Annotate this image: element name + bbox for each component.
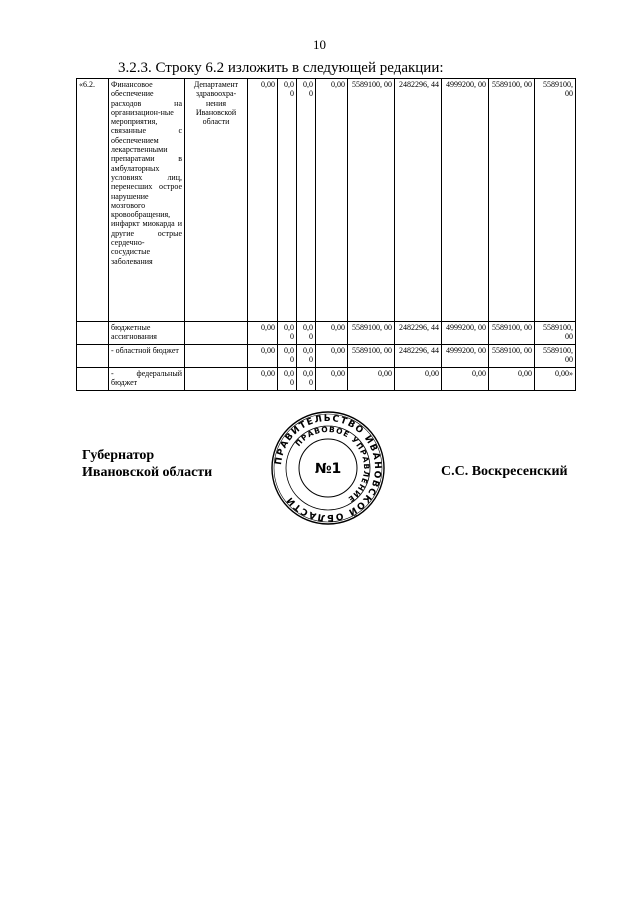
- value-cell: 0,00: [395, 368, 442, 391]
- value-cell: 0,0 0: [278, 345, 297, 368]
- row-number: «6.2.: [77, 79, 109, 322]
- value-cell: 0,0 0: [297, 322, 316, 345]
- seal-inner-text: ПРАВОВОЕ УПРАВЛЕНИЕ: [293, 424, 372, 505]
- value-cell: 0,0 0: [278, 322, 297, 345]
- value-cell: 0,00: [316, 79, 348, 322]
- table-row: [77, 322, 576, 345]
- value-cell: 0,00: [248, 345, 278, 368]
- table-row: [77, 345, 576, 368]
- value-cell: 5589100, 00: [489, 345, 535, 368]
- page-number: 10: [313, 37, 326, 52]
- value-cell: 0,00: [348, 368, 395, 391]
- value-cell: 4999200, 00: [442, 79, 489, 322]
- row-description: - областной бюджет: [109, 345, 185, 368]
- value-cell: 0,0 0: [278, 368, 297, 391]
- budget-table: [76, 78, 576, 391]
- row-executor: Департамент здравоохра-нения Ивановской области: [185, 79, 248, 322]
- value-cell: 5589100, 00: [535, 79, 576, 322]
- value-cell: 4999200, 00: [442, 345, 489, 368]
- value-cell: 0,00»: [535, 368, 576, 391]
- row-number: [77, 322, 109, 345]
- signature-title-line: Губернатор: [82, 448, 155, 463]
- value-cell: 0,00: [248, 79, 278, 322]
- value-cell: 5589100, 00: [535, 345, 576, 368]
- table-row: [77, 368, 576, 391]
- value-cell: 5589100, 00: [348, 322, 395, 345]
- official-seal: [270, 410, 386, 526]
- value-cell: 0,00: [316, 345, 348, 368]
- signatory-name: С.С. Воскресенский: [441, 464, 568, 479]
- value-cell: 2482296, 44: [395, 322, 442, 345]
- value-cell: 5589100, 00: [489, 79, 535, 322]
- row-executor: [185, 345, 248, 368]
- row-description: бюджетные ассигнования: [109, 322, 185, 345]
- value-cell: 0,00: [316, 322, 348, 345]
- row-number: [77, 368, 109, 391]
- value-cell: 0,0 0: [278, 79, 297, 322]
- value-cell: 5589100, 00: [348, 345, 395, 368]
- seal-outer-text: ПРАВИТЕЛЬСТВО ИВАНОВСКОЙ ОБЛАСТИ: [273, 413, 383, 523]
- value-cell: 5589100, 00: [348, 79, 395, 322]
- table-row: [77, 79, 576, 322]
- seal-center-text: №1: [314, 461, 342, 477]
- instruction-text: 3.2.3. Строку 6.2 изложить в следующей редакции:: [118, 60, 444, 76]
- value-cell: 0,00: [248, 322, 278, 345]
- value-cell: 0,0 0: [297, 345, 316, 368]
- value-cell: 5589100, 00: [489, 322, 535, 345]
- row-executor: [185, 322, 248, 345]
- value-cell: 0,00: [248, 368, 278, 391]
- value-cell: 2482296, 44: [395, 345, 442, 368]
- row-number: [77, 345, 109, 368]
- value-cell: 2482296, 44: [395, 79, 442, 322]
- value-cell: 4999200, 00: [442, 322, 489, 345]
- value-cell: 0,00: [442, 368, 489, 391]
- row-description: - федеральный бюджет: [109, 368, 185, 391]
- value-cell: 0,0 0: [297, 79, 316, 322]
- value-cell: 0,00: [489, 368, 535, 391]
- value-cell: 0,0 0: [297, 368, 316, 391]
- value-cell: 5589100, 00: [535, 322, 576, 345]
- row-executor: [185, 368, 248, 391]
- row-description: Финансовое обеспечение расходов на организацион-ные мероприятия, связанные с обеспечением лекарственными препаратами в амбулаторных условиях лиц, перенесших острое нарушение мозгового кровообращения, инфаркт миокарда и другие острые сердечно-сосудистые заболевания: [109, 79, 185, 322]
- signature-title: [82, 447, 212, 481]
- value-cell: 0,00: [316, 368, 348, 391]
- signature-title-line: Ивановской области: [82, 465, 213, 480]
